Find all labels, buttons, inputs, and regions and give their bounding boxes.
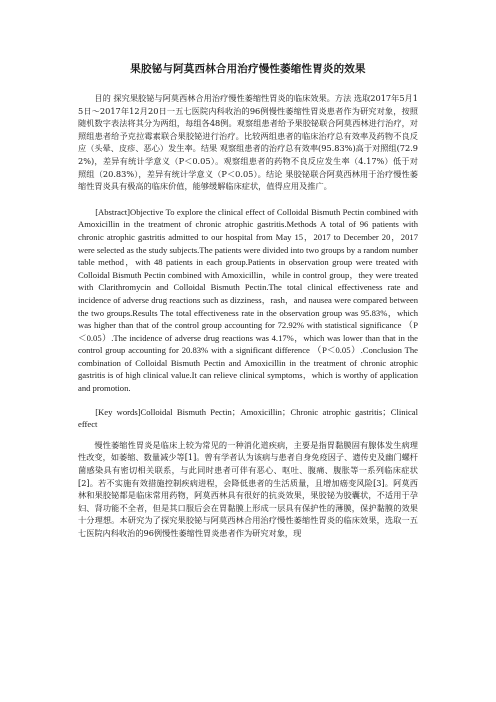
spacer <box>78 431 418 439</box>
body-paragraph: 慢性萎缩性胃炎是临床上较为常见的一种消化道疾病，主要是指胃黏膜固有腺体发生病理性改变，如萎缩、数量减少等[1]。曾有学者认为该病与患者自身免疫因子、遗传史及幽门螺杆菌感染具有密切相关联系，与此同时患者可伴有恶心、呕吐、腹痛、腹胀等一系列临床症状[2]。若不实施有效措施控制疾病进程，会降低患者的生活质量，且增加癌变风险[3]。阿莫西林和果胶铋都是临床常用药物，阿莫西林具有很好的抗炎效果，果胶铋为胶囊状，不适用于孕妇、肾功能不全者，但是其口服后会在胃黏膜上形成一层具有保护性的薄膜，保护黏膜的效果十分理想。本研究为了探究果胶铋与阿莫西林合用治疗慢性萎缩性胃炎的临床效果，选取一五七医院内科收治的96例慢性萎缩性胃炎患者作为研究对象，现 <box>78 439 418 538</box>
paper-title: 果胶铋与阿莫西林合用治疗慢性萎缩性胃炎的效果 <box>130 63 366 75</box>
document-page <box>78 62 418 540</box>
abstract-chinese: 目的 探究果胶铋与阿莫西林合用治疗慢性萎缩性胃炎的临床效果。方法 选取2017年5月15日～2017年12月20日一五七医院内科收治的96例慢性萎缩性胃炎患者作为研究对象，按照随机数字表法将其分为两组，每组各48例。观察组患者给予果胶铋联合阿莫西林进行治疗，对照组患者给予克拉霉素联合果胶铋进行治疗。比较两组患者的临床治疗总有效率及药物不良反应（头晕、皮疹、恶心）发生率。结果 观察组患者的治疗总有效率(95.83%)高于对照组(72.92%)，差异有统计学意义（P＜0.05）。观察组患者的药物不良反应发生率（4.17%）低于对照组（20.83%），差异有统计学意义（P＜0.05）。结论 果胶铋联合阿莫西林用于治疗慢性萎缩性胃炎具有极高的临床价值，能够缓解临床症状，值得应用及推广。 <box>78 93 419 192</box>
spacer <box>78 193 418 206</box>
abstract-english: [Abstract]Objective To explore the clinical effect of Colloidal Bismuth Pectin combined with Amoxicillin in the treatment of chronic atrophic gastritis.Methods A total of 96 patients with chronic atrophic gastritis admitted to our hospital from May 15，2017 to December 20，2017 were selected as the study subjects.The patients were divided into two groups by a random number table method，with 48 patients in each group.Patients in observation group were treated with Colloidal Bismuth Pectin combined with Amoxicillin，while in control group，they were treated with Clarithromycin and Colloidal Bismuth Pectin.The total clinical effectiveness rate and incidence of adverse drug reactions such as dizziness，rash，and nausea were compared between the two groups.Results The total effectiveness rate in the observation group was 95.83%，which was higher than that of the control group accounting for 72.92% with statistical significance （P＜0.05）.The incidence of adverse drug reactions was 4.17%，which was lower than that in the control group accounting for 20.83% with a significant difference （P＜0.05）.Conclusion The combination of Colloidal Bismuth Pectin and Amoxicillin in the treatment of chronic atrophic gastritis is of high clinical value.It can relieve clinical symptoms，which is worthy of application and promotion. <box>78 206 418 394</box>
spacer <box>78 395 418 406</box>
keywords-english: [Key words]Colloidal Bismuth Pectin；Amoxicillin；Chronic atrophic gastritis；Clinical effect <box>78 406 418 430</box>
